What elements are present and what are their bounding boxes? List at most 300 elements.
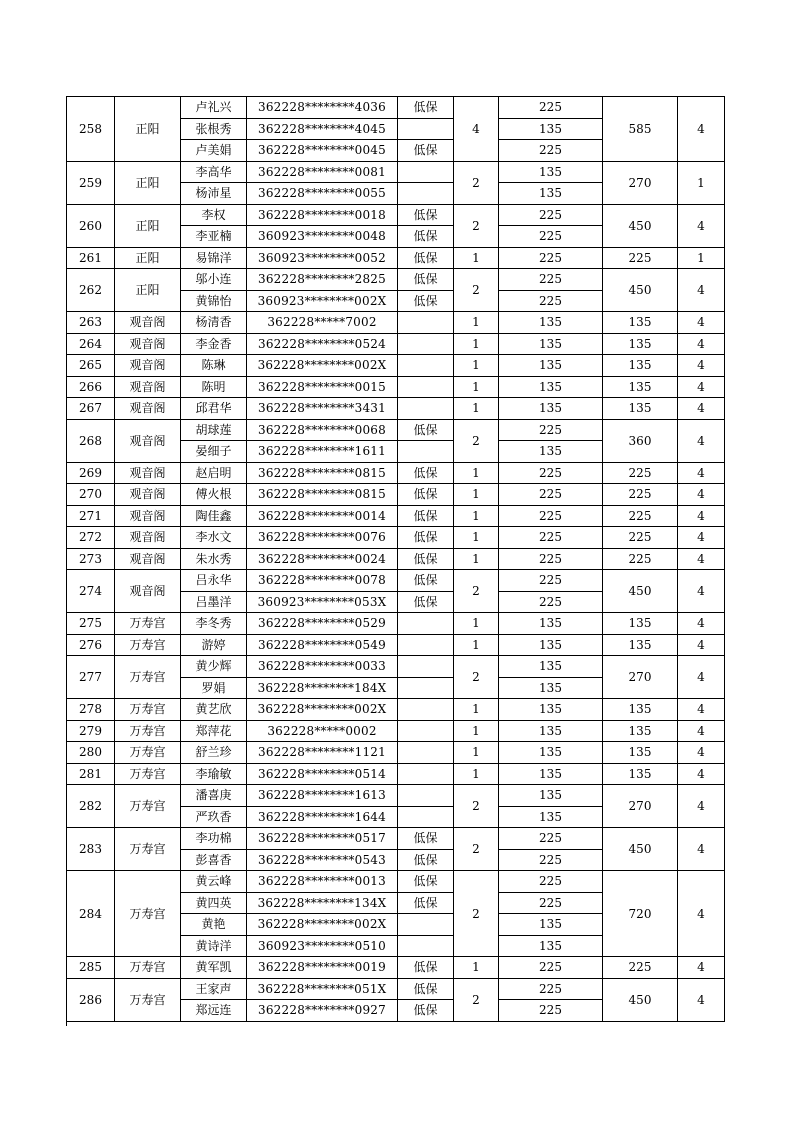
household-count-cell: 1	[454, 742, 499, 764]
id-number-cell: 362228********0514	[247, 763, 398, 785]
amount-cell: 135	[499, 312, 603, 334]
household-total-cell: 135	[603, 376, 678, 398]
amount-cell: 135	[499, 355, 603, 377]
category-cell: 低保	[398, 290, 454, 312]
amount-cell: 135	[499, 656, 603, 678]
name-cell: 彭喜香	[181, 849, 247, 871]
household-count-cell: 1	[454, 527, 499, 549]
name-cell: 卢美娟	[181, 140, 247, 162]
table-row	[67, 570, 725, 592]
months-cell: 4	[678, 484, 725, 506]
household-count-cell: 1	[454, 699, 499, 721]
category-cell: 低保	[398, 591, 454, 613]
id-number-cell: 362228********0045	[247, 140, 398, 162]
category-cell: 低保	[398, 892, 454, 914]
id-number-cell: 362228********4045	[247, 118, 398, 140]
category-cell: 低保	[398, 957, 454, 979]
name-cell: 黄艺欣	[181, 699, 247, 721]
household-count-cell: 1	[454, 355, 499, 377]
category-cell: 低保	[398, 548, 454, 570]
amount-cell: 225	[499, 548, 603, 570]
household-count-cell: 2	[454, 871, 499, 957]
id-number-cell: 362228********184X	[247, 677, 398, 699]
household-total-cell: 135	[603, 355, 678, 377]
name-cell: 卢礼兴	[181, 97, 247, 119]
months-cell: 4	[678, 462, 725, 484]
name-cell: 郑萍花	[181, 720, 247, 742]
id-number-cell: 362228********0019	[247, 957, 398, 979]
household-total-cell: 225	[603, 957, 678, 979]
name-cell: 傅火根	[181, 484, 247, 506]
category-cell: 低保	[398, 97, 454, 119]
household-total-cell: 225	[603, 247, 678, 269]
id-number-cell: 362228********0815	[247, 462, 398, 484]
household-number-cell: 260	[67, 204, 115, 247]
table-left-edge	[66, 1016, 67, 1026]
months-cell: 4	[678, 376, 725, 398]
area-cell: 观音阁	[115, 484, 181, 506]
household-count-cell: 1	[454, 484, 499, 506]
id-number-cell: 362228********1121	[247, 742, 398, 764]
category-cell	[398, 376, 454, 398]
id-number-cell: 362228********134X	[247, 892, 398, 914]
name-cell: 晏细子	[181, 441, 247, 463]
area-cell: 观音阁	[115, 355, 181, 377]
area-cell: 万寿宫	[115, 978, 181, 1021]
name-cell: 赵启明	[181, 462, 247, 484]
area-cell: 万寿宫	[115, 656, 181, 699]
area-cell: 观音阁	[115, 570, 181, 613]
amount-cell: 135	[499, 720, 603, 742]
household-total-cell: 135	[603, 699, 678, 721]
name-cell: 黄云峰	[181, 871, 247, 893]
household-count-cell: 2	[454, 570, 499, 613]
id-number-cell: 362228********0024	[247, 548, 398, 570]
table-row	[67, 376, 725, 398]
area-cell: 正阳	[115, 161, 181, 204]
table-row	[67, 312, 725, 334]
household-count-cell: 1	[454, 634, 499, 656]
name-cell: 邱君华	[181, 398, 247, 420]
name-cell: 李亚楠	[181, 226, 247, 248]
amount-cell: 135	[499, 699, 603, 721]
household-number-cell: 263	[67, 312, 115, 334]
id-number-cell: 360923********0510	[247, 935, 398, 957]
area-cell: 观音阁	[115, 462, 181, 484]
household-count-cell: 1	[454, 247, 499, 269]
name-cell: 黄艳	[181, 914, 247, 936]
household-number-cell: 267	[67, 398, 115, 420]
household-number-cell: 270	[67, 484, 115, 506]
household-count-cell: 1	[454, 505, 499, 527]
table-row	[67, 742, 725, 764]
amount-cell: 225	[499, 140, 603, 162]
category-cell	[398, 914, 454, 936]
id-number-cell: 362228********0927	[247, 1000, 398, 1022]
months-cell: 4	[678, 312, 725, 334]
name-cell: 李金香	[181, 333, 247, 355]
household-number-cell: 280	[67, 742, 115, 764]
category-cell	[398, 742, 454, 764]
id-number-cell: 362228********0517	[247, 828, 398, 850]
household-total-cell: 135	[603, 398, 678, 420]
months-cell: 4	[678, 613, 725, 635]
table-row	[67, 484, 725, 506]
household-total-cell: 225	[603, 505, 678, 527]
name-cell: 潘喜庚	[181, 785, 247, 807]
household-count-cell: 2	[454, 656, 499, 699]
id-number-cell: 362228********2825	[247, 269, 398, 291]
household-total-cell: 135	[603, 312, 678, 334]
household-total-cell: 270	[603, 161, 678, 204]
name-cell: 陈琳	[181, 355, 247, 377]
area-cell: 观音阁	[115, 398, 181, 420]
table-row	[67, 763, 725, 785]
table-row	[67, 333, 725, 355]
household-number-cell: 277	[67, 656, 115, 699]
household-total-cell: 720	[603, 871, 678, 957]
name-cell: 黄锦怡	[181, 290, 247, 312]
id-number-cell: 362228********0014	[247, 505, 398, 527]
category-cell	[398, 935, 454, 957]
table-row	[67, 161, 725, 183]
id-number-cell: 362228********1611	[247, 441, 398, 463]
name-cell: 陈明	[181, 376, 247, 398]
category-cell: 低保	[398, 484, 454, 506]
category-cell	[398, 634, 454, 656]
amount-cell: 225	[499, 290, 603, 312]
amount-cell: 225	[499, 204, 603, 226]
category-cell: 低保	[398, 849, 454, 871]
area-cell: 正阳	[115, 269, 181, 312]
area-cell: 观音阁	[115, 548, 181, 570]
name-cell: 李高华	[181, 161, 247, 183]
household-total-cell: 135	[603, 333, 678, 355]
amount-cell: 225	[499, 419, 603, 441]
table-row	[67, 398, 725, 420]
area-cell: 万寿宫	[115, 785, 181, 828]
household-number-cell: 266	[67, 376, 115, 398]
category-cell: 低保	[398, 871, 454, 893]
area-cell: 正阳	[115, 247, 181, 269]
months-cell: 4	[678, 742, 725, 764]
category-cell: 低保	[398, 226, 454, 248]
months-cell: 4	[678, 97, 725, 162]
category-cell	[398, 183, 454, 205]
months-cell: 4	[678, 871, 725, 957]
category-cell	[398, 677, 454, 699]
amount-cell: 225	[499, 527, 603, 549]
id-number-cell: 362228********0543	[247, 849, 398, 871]
household-count-cell: 2	[454, 161, 499, 204]
amount-cell: 135	[499, 806, 603, 828]
household-number-cell: 265	[67, 355, 115, 377]
name-cell: 张根秀	[181, 118, 247, 140]
household-total-cell: 135	[603, 613, 678, 635]
id-number-cell: 362228********002X	[247, 355, 398, 377]
category-cell: 低保	[398, 419, 454, 441]
name-cell: 罗娟	[181, 677, 247, 699]
household-number-cell: 272	[67, 527, 115, 549]
household-total-cell: 135	[603, 763, 678, 785]
name-cell: 杨清香	[181, 312, 247, 334]
household-count-cell: 1	[454, 376, 499, 398]
name-cell: 王家声	[181, 978, 247, 1000]
household-total-cell: 270	[603, 656, 678, 699]
months-cell: 4	[678, 570, 725, 613]
category-cell	[398, 355, 454, 377]
household-count-cell: 2	[454, 785, 499, 828]
benefit-roster-table	[66, 96, 725, 1022]
household-count-cell: 2	[454, 828, 499, 871]
area-cell: 正阳	[115, 204, 181, 247]
household-count-cell: 1	[454, 548, 499, 570]
household-total-cell: 450	[603, 269, 678, 312]
category-cell	[398, 118, 454, 140]
months-cell: 4	[678, 957, 725, 979]
amount-cell: 135	[499, 118, 603, 140]
table-row	[67, 247, 725, 269]
amount-cell: 135	[499, 333, 603, 355]
category-cell: 低保	[398, 247, 454, 269]
id-number-cell: 362228********0815	[247, 484, 398, 506]
id-number-cell: 362228********0076	[247, 527, 398, 549]
id-number-cell: 362228********0055	[247, 183, 398, 205]
id-number-cell: 362228********0529	[247, 613, 398, 635]
table-row	[67, 269, 725, 291]
months-cell: 4	[678, 204, 725, 247]
table-row	[67, 419, 725, 441]
household-number-cell: 282	[67, 785, 115, 828]
amount-cell: 225	[499, 828, 603, 850]
id-number-cell: 362228********0018	[247, 204, 398, 226]
months-cell: 4	[678, 720, 725, 742]
household-number-cell: 261	[67, 247, 115, 269]
months-cell: 4	[678, 505, 725, 527]
area-cell: 观音阁	[115, 527, 181, 549]
id-number-cell: 362228********002X	[247, 914, 398, 936]
category-cell	[398, 398, 454, 420]
amount-cell: 225	[499, 269, 603, 291]
months-cell: 4	[678, 978, 725, 1021]
months-cell: 4	[678, 355, 725, 377]
household-total-cell: 585	[603, 97, 678, 162]
area-cell: 万寿宫	[115, 871, 181, 957]
id-number-cell: 362228********1613	[247, 785, 398, 807]
name-cell: 易锦洋	[181, 247, 247, 269]
id-number-cell: 362228********0081	[247, 161, 398, 183]
household-number-cell: 286	[67, 978, 115, 1021]
category-cell	[398, 806, 454, 828]
category-cell: 低保	[398, 570, 454, 592]
household-number-cell: 275	[67, 613, 115, 635]
category-cell: 低保	[398, 527, 454, 549]
category-cell: 低保	[398, 978, 454, 1000]
id-number-cell: 362228********3431	[247, 398, 398, 420]
table-row	[67, 355, 725, 377]
months-cell: 4	[678, 785, 725, 828]
amount-cell: 135	[499, 634, 603, 656]
amount-cell: 135	[499, 441, 603, 463]
household-total-cell: 450	[603, 570, 678, 613]
amount-cell: 135	[499, 183, 603, 205]
id-number-cell: 362228********0524	[247, 333, 398, 355]
household-count-cell: 2	[454, 419, 499, 462]
household-total-cell: 135	[603, 742, 678, 764]
id-number-cell: 362228********0078	[247, 570, 398, 592]
area-cell: 正阳	[115, 97, 181, 162]
name-cell: 黄少辉	[181, 656, 247, 678]
name-cell: 朱水秀	[181, 548, 247, 570]
table-row	[67, 634, 725, 656]
household-number-cell: 259	[67, 161, 115, 204]
category-cell	[398, 312, 454, 334]
table-row	[67, 204, 725, 226]
name-cell: 李冬秀	[181, 613, 247, 635]
household-total-cell: 450	[603, 828, 678, 871]
name-cell: 杨沛星	[181, 183, 247, 205]
household-count-cell: 1	[454, 957, 499, 979]
household-number-cell: 284	[67, 871, 115, 957]
months-cell: 4	[678, 527, 725, 549]
months-cell: 4	[678, 828, 725, 871]
amount-cell: 135	[499, 161, 603, 183]
category-cell	[398, 656, 454, 678]
months-cell: 4	[678, 398, 725, 420]
table-row	[67, 505, 725, 527]
months-cell: 4	[678, 763, 725, 785]
area-cell: 万寿宫	[115, 699, 181, 721]
category-cell: 低保	[398, 828, 454, 850]
table-row	[67, 462, 725, 484]
household-total-cell: 135	[603, 634, 678, 656]
table-row	[67, 656, 725, 678]
months-cell: 4	[678, 548, 725, 570]
table-row	[67, 613, 725, 635]
category-cell	[398, 613, 454, 635]
name-cell: 吕墨洋	[181, 591, 247, 613]
household-number-cell: 269	[67, 462, 115, 484]
months-cell: 4	[678, 699, 725, 721]
table-row	[67, 957, 725, 979]
household-count-cell: 2	[454, 978, 499, 1021]
category-cell	[398, 720, 454, 742]
category-cell: 低保	[398, 1000, 454, 1022]
household-number-cell: 262	[67, 269, 115, 312]
table-row	[67, 699, 725, 721]
household-number-cell: 278	[67, 699, 115, 721]
name-cell: 舒兰珍	[181, 742, 247, 764]
area-cell: 万寿宫	[115, 634, 181, 656]
household-total-cell: 360	[603, 419, 678, 462]
category-cell: 低保	[398, 269, 454, 291]
household-count-cell: 2	[454, 204, 499, 247]
household-number-cell: 279	[67, 720, 115, 742]
amount-cell: 135	[499, 742, 603, 764]
table-row	[67, 785, 725, 807]
name-cell: 李水文	[181, 527, 247, 549]
id-number-cell: 362228*****7002	[247, 312, 398, 334]
id-number-cell: 360923********0052	[247, 247, 398, 269]
area-cell: 万寿宫	[115, 763, 181, 785]
id-number-cell: 362228********0013	[247, 871, 398, 893]
household-count-cell: 1	[454, 333, 499, 355]
household-count-cell: 1	[454, 398, 499, 420]
household-number-cell: 285	[67, 957, 115, 979]
id-number-cell: 362228********0015	[247, 376, 398, 398]
area-cell: 万寿宫	[115, 828, 181, 871]
name-cell: 郑远连	[181, 1000, 247, 1022]
amount-cell: 135	[499, 935, 603, 957]
household-total-cell: 270	[603, 785, 678, 828]
category-cell: 低保	[398, 505, 454, 527]
months-cell: 4	[678, 333, 725, 355]
household-number-cell: 268	[67, 419, 115, 462]
area-cell: 观音阁	[115, 312, 181, 334]
name-cell: 胡球莲	[181, 419, 247, 441]
amount-cell: 225	[499, 871, 603, 893]
id-number-cell: 362228********4036	[247, 97, 398, 119]
category-cell: 低保	[398, 204, 454, 226]
household-count-cell: 1	[454, 462, 499, 484]
household-count-cell: 4	[454, 97, 499, 162]
id-number-cell: 362228********1644	[247, 806, 398, 828]
household-number-cell: 258	[67, 97, 115, 162]
amount-cell: 225	[499, 570, 603, 592]
amount-cell: 135	[499, 677, 603, 699]
name-cell: 黄军凯	[181, 957, 247, 979]
household-number-cell: 271	[67, 505, 115, 527]
amount-cell: 135	[499, 398, 603, 420]
category-cell	[398, 785, 454, 807]
area-cell: 万寿宫	[115, 613, 181, 635]
category-cell	[398, 161, 454, 183]
household-number-cell: 274	[67, 570, 115, 613]
name-cell: 黄四英	[181, 892, 247, 914]
table-row	[67, 527, 725, 549]
name-cell: 邬小连	[181, 269, 247, 291]
category-cell	[398, 763, 454, 785]
name-cell: 陶佳鑫	[181, 505, 247, 527]
area-cell: 万寿宫	[115, 742, 181, 764]
area-cell: 观音阁	[115, 419, 181, 462]
id-number-cell: 362228********051X	[247, 978, 398, 1000]
id-number-cell: 362228********0549	[247, 634, 398, 656]
name-cell: 游婷	[181, 634, 247, 656]
id-number-cell: 360923********0048	[247, 226, 398, 248]
household-number-cell: 281	[67, 763, 115, 785]
category-cell	[398, 333, 454, 355]
household-count-cell: 1	[454, 312, 499, 334]
name-cell: 李功棉	[181, 828, 247, 850]
area-cell: 观音阁	[115, 376, 181, 398]
amount-cell: 225	[499, 97, 603, 119]
amount-cell: 225	[499, 484, 603, 506]
amount-cell: 135	[499, 785, 603, 807]
household-count-cell: 1	[454, 720, 499, 742]
amount-cell: 225	[499, 226, 603, 248]
household-total-cell: 225	[603, 462, 678, 484]
id-number-cell: 362228*****0002	[247, 720, 398, 742]
household-number-cell: 283	[67, 828, 115, 871]
household-number-cell: 264	[67, 333, 115, 355]
amount-cell: 225	[499, 978, 603, 1000]
area-cell: 观音阁	[115, 333, 181, 355]
table-row	[67, 720, 725, 742]
household-number-cell: 273	[67, 548, 115, 570]
amount-cell: 225	[499, 957, 603, 979]
name-cell: 黄诗洋	[181, 935, 247, 957]
